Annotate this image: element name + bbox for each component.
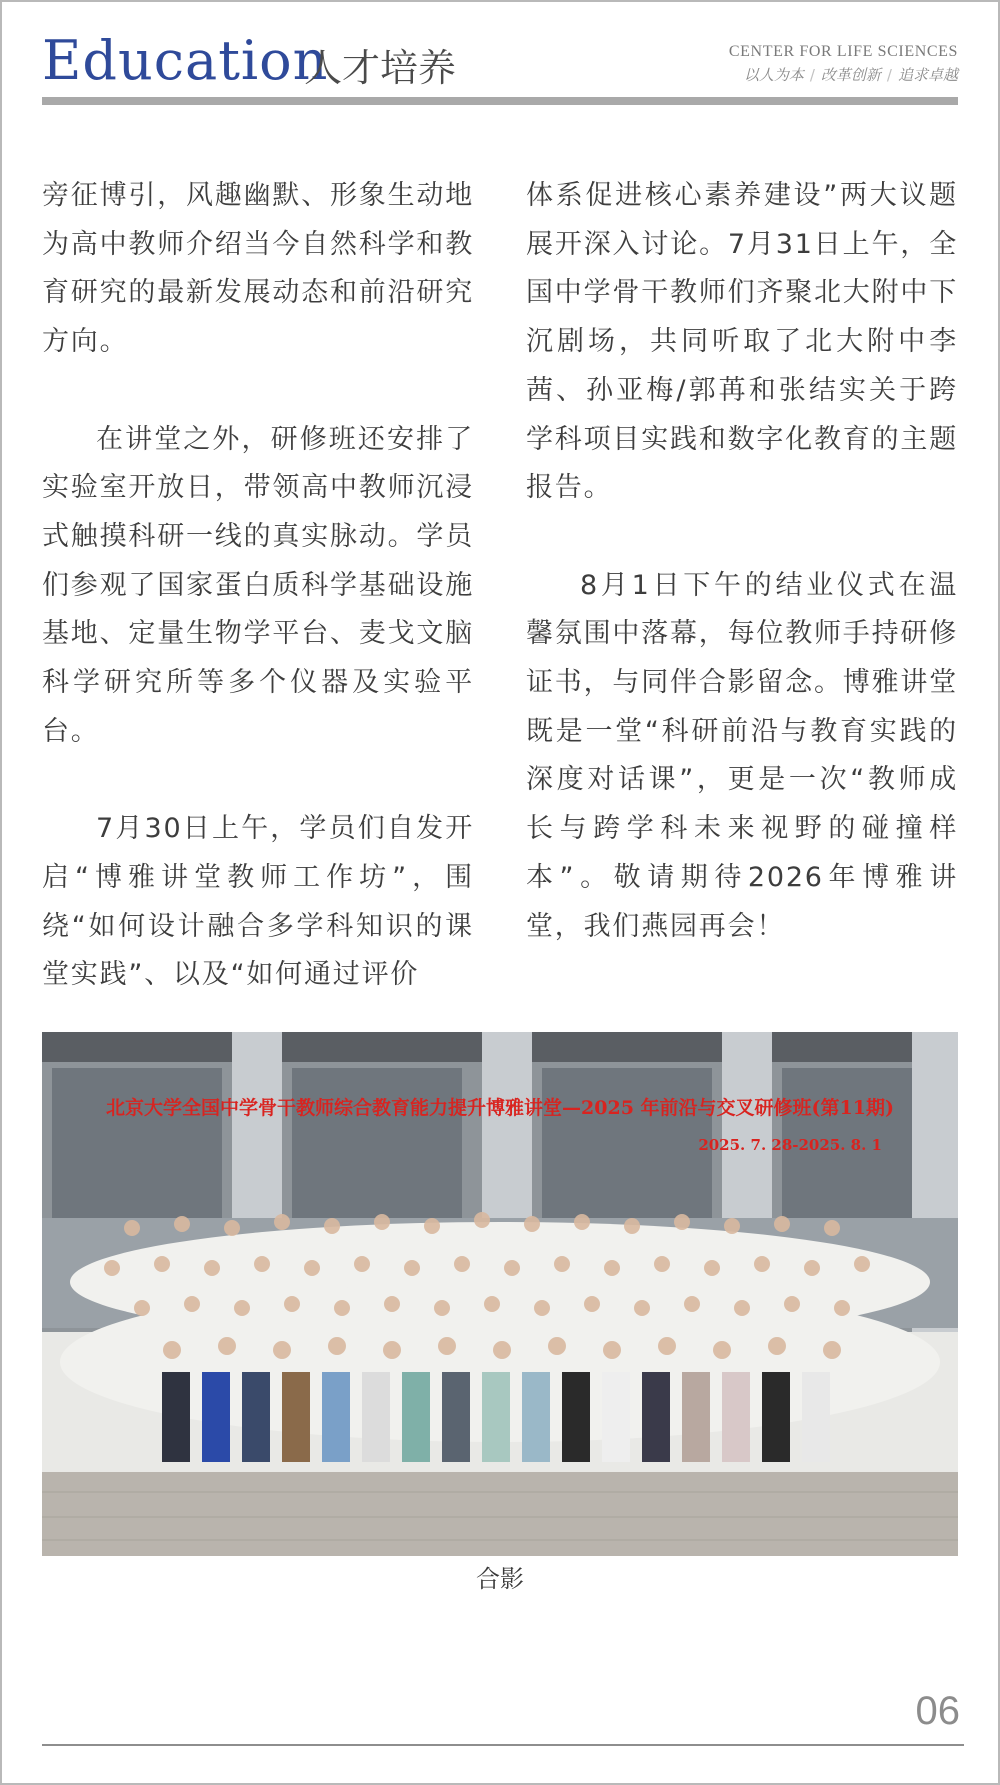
motto-1: 以人为本 — [743, 66, 804, 84]
motto-line — [729, 64, 958, 86]
motto-separator: / — [809, 66, 815, 84]
footer-divider — [42, 1744, 964, 1746]
front-row-people — [162, 1372, 830, 1462]
page-number: 06 — [915, 1689, 960, 1733]
motto-separator: / — [886, 66, 892, 84]
section-title-cn: 人才培养 — [304, 46, 457, 90]
banner-title: 北京大学全国中学骨干教师综合教育能力提升博雅讲堂—2025 年前沿与交叉研修班(第11期) — [106, 1097, 894, 1119]
article-column-right — [526, 172, 958, 951]
paragraph: 7月30日上午，学员们自发开启“博雅讲堂教师工作坊”，围绕“如何设计融合多学科知识的课堂实践”、以及“如何通过评价 — [42, 813, 474, 991]
publication-brand — [729, 42, 958, 86]
center-name: CENTER FOR LIFE SCIENCES — [728, 43, 958, 60]
article-column-left — [42, 172, 474, 1000]
header-divider — [42, 97, 958, 105]
motto-3: 追求卓越 — [897, 66, 958, 84]
photo-caption: 合影 — [476, 1565, 524, 1593]
paragraph: 在讲堂之外，研修班还安排了实验室开放日，带领高中教师沉浸式触摸科研一线的真实脉动。学员们参观了国家蛋白质科学基础设施基地、定量生物学平台、麦戈文脑科学研究所等多个仪器及实验平台。 — [42, 423, 474, 747]
paragraph: 8月1日下午的结业仪式在温馨氛围中落幕，每位教师手持研修证书，与同伴合影留念。博雅讲堂既是一堂“科研前沿与教育实践的深度对话课”，更是一次“教师成长与跨学科未来视野的碰撞样本”。敬请期待2026年博雅讲堂，我们燕园再会！ — [526, 569, 958, 942]
paragraph: 体系促进核心素养建设”两大议题展开深入讨论。7月31日上午，全国中学骨干教师们齐聚北大附中下沉剧场，共同听取了北大附中李茜、孙亚梅/郭苒和张结实关于跨学科项目实践和数字化教育的主题报告。 — [526, 180, 958, 504]
page-header — [42, 24, 958, 102]
banner-dates: 2025. 7. 28-2025. 8. 1 — [698, 1136, 882, 1154]
section-title-en: Education — [42, 29, 329, 92]
motto-2: 改革创新 — [820, 66, 881, 84]
paragraph: 旁征博引，风趣幽默、形象生动地为高中教师介绍当今自然科学和教育研究的最新发展动态和前沿研究方向。 — [42, 180, 474, 358]
group-photo — [42, 1032, 958, 1556]
